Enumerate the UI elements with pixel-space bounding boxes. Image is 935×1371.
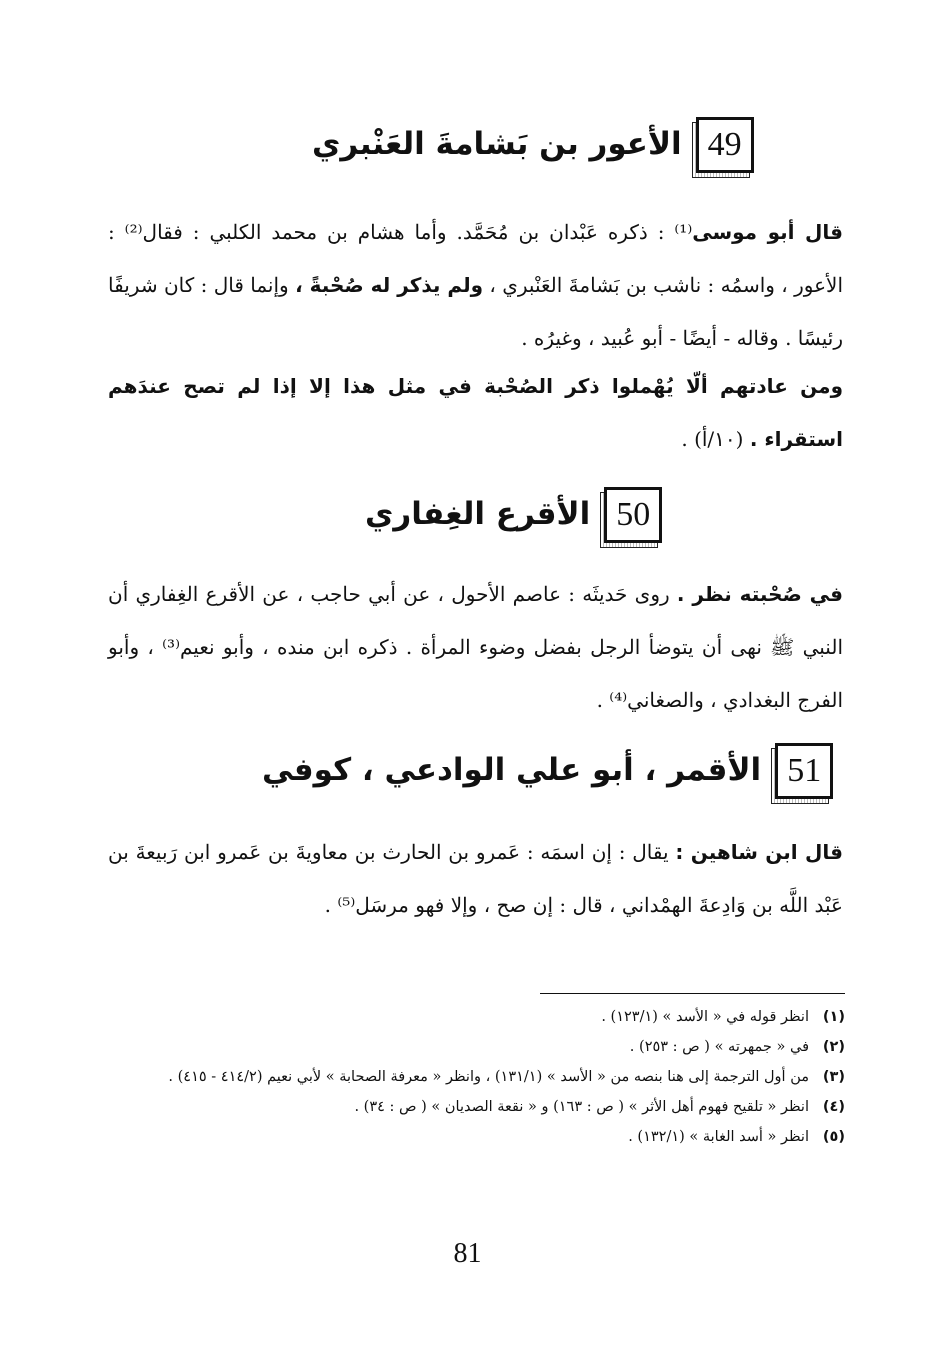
footnote-text: من أول الترجمة إلى هنا بنصه من « الأسد » (١٣١/١) ، وانظر « معرفة الصحابة » لأبي نعيم (٤١٤/٢ - ٤١٥) . (168, 1069, 809, 1085)
entry-lead: في صُحْبته نظر . (676, 582, 844, 606)
footnote-text: في « جمهرته » ( ص : ٢٥٣) . (629, 1039, 809, 1055)
entry-title: الأقمر ، أبو علي الوادعي ، كوفي (262, 752, 762, 788)
footnote-text: انظر « أسد الغابة » (١٣٢/١) . (628, 1129, 809, 1145)
footnote (108, 1092, 845, 1122)
footnote-number: (٤) (822, 1099, 845, 1115)
entry-title: الأعور بن بَشامةَ العَنْبري (312, 126, 682, 162)
entry-number: 50 (604, 487, 662, 543)
entry-body-51 (108, 826, 843, 932)
folio-reference: (١٠/أ) . (681, 427, 744, 451)
entry-heading-51 (262, 743, 831, 797)
entry-text: ⁽¹⁾ : ذكره عَبْدان بن مُحَمَّد. وأما هشام بن محمد الكلبي : فقال⁽²⁾ : الأعور ، واسمُه : ناشب بن بَشامةَ العَنْبري ، (108, 220, 843, 297)
footnotes (108, 1002, 845, 1152)
entry-text-continued: وإنما قال : كان شريفًا رئيسًا . وقاله - أيضًا - أبو عُبيد ، وغيرُه . (108, 273, 843, 350)
entry-note-49 (108, 360, 843, 466)
entry-heading-50 (365, 487, 660, 541)
entry-lead: قال ابن شاهين : (675, 840, 843, 864)
entry-heading-49 (312, 117, 752, 171)
entry-body-50 (108, 568, 843, 727)
footnote-number: (٥) (822, 1129, 845, 1145)
footnote-number: (١) (822, 1009, 845, 1025)
entry-bold-text: ولم يذكر له صُحْبةً ، (295, 273, 484, 297)
footnote-number: (٣) (822, 1069, 845, 1085)
footnote (108, 1122, 845, 1152)
footnote (108, 1002, 845, 1032)
footnote-text: انظر قوله في « الأسد » (١٢٣/١) . (601, 1009, 809, 1025)
footnote (108, 1032, 845, 1062)
footnote-text: انظر « تلقيح فهوم أهل الأثر » ( ص : ١٦٣) و « نقعة الصديان » ( ص : ٣٤) . (354, 1099, 809, 1115)
entry-text: روى حَديثَه : عاصم الأحول ، عن أبي حاجب ، عن الأقرع الغِفاري أن النبي ﷺ نهى أن يتوضأ الرجل بفضل وضوء المرأة . ذكره ابن منده ، وأبو نعيم⁽³⁾ ، وأبو الفرج البغدادي ، والصغاني⁽⁴⁾ . (108, 582, 843, 712)
entry-number: 51 (775, 743, 833, 799)
entry-lead: قال أبو موسى (692, 220, 843, 244)
entry-body-49 (108, 206, 843, 365)
footnote-number: (٢) (822, 1039, 845, 1055)
entry-number: 49 (696, 117, 754, 173)
entry-number-box (775, 743, 831, 797)
page-number: 81 (453, 1238, 482, 1269)
footnote-divider (540, 993, 845, 994)
footnote (108, 1062, 845, 1092)
entry-title: الأقرع الغِفاري (365, 496, 591, 532)
entry-number-box (696, 117, 752, 171)
entry-bold-paragraph: ومن عادتهم ألّا يُهْملوا ذكر الصُحْبة في مثل هذا إلا إذا لم تصح عندَهم استقراء . (108, 374, 843, 451)
entry-number-box (604, 487, 660, 541)
entry-text: يقال : إن اسمَه : عَمرو بن الحارث بن معاويةَ بن عَمرو ابن رَبيعةَ بن عَبْد اللَّه بن وَادِعةَ الهمْداني ، قال : إن صح ، وإلا فهو مرسَل⁽⁵⁾ . (108, 840, 843, 917)
